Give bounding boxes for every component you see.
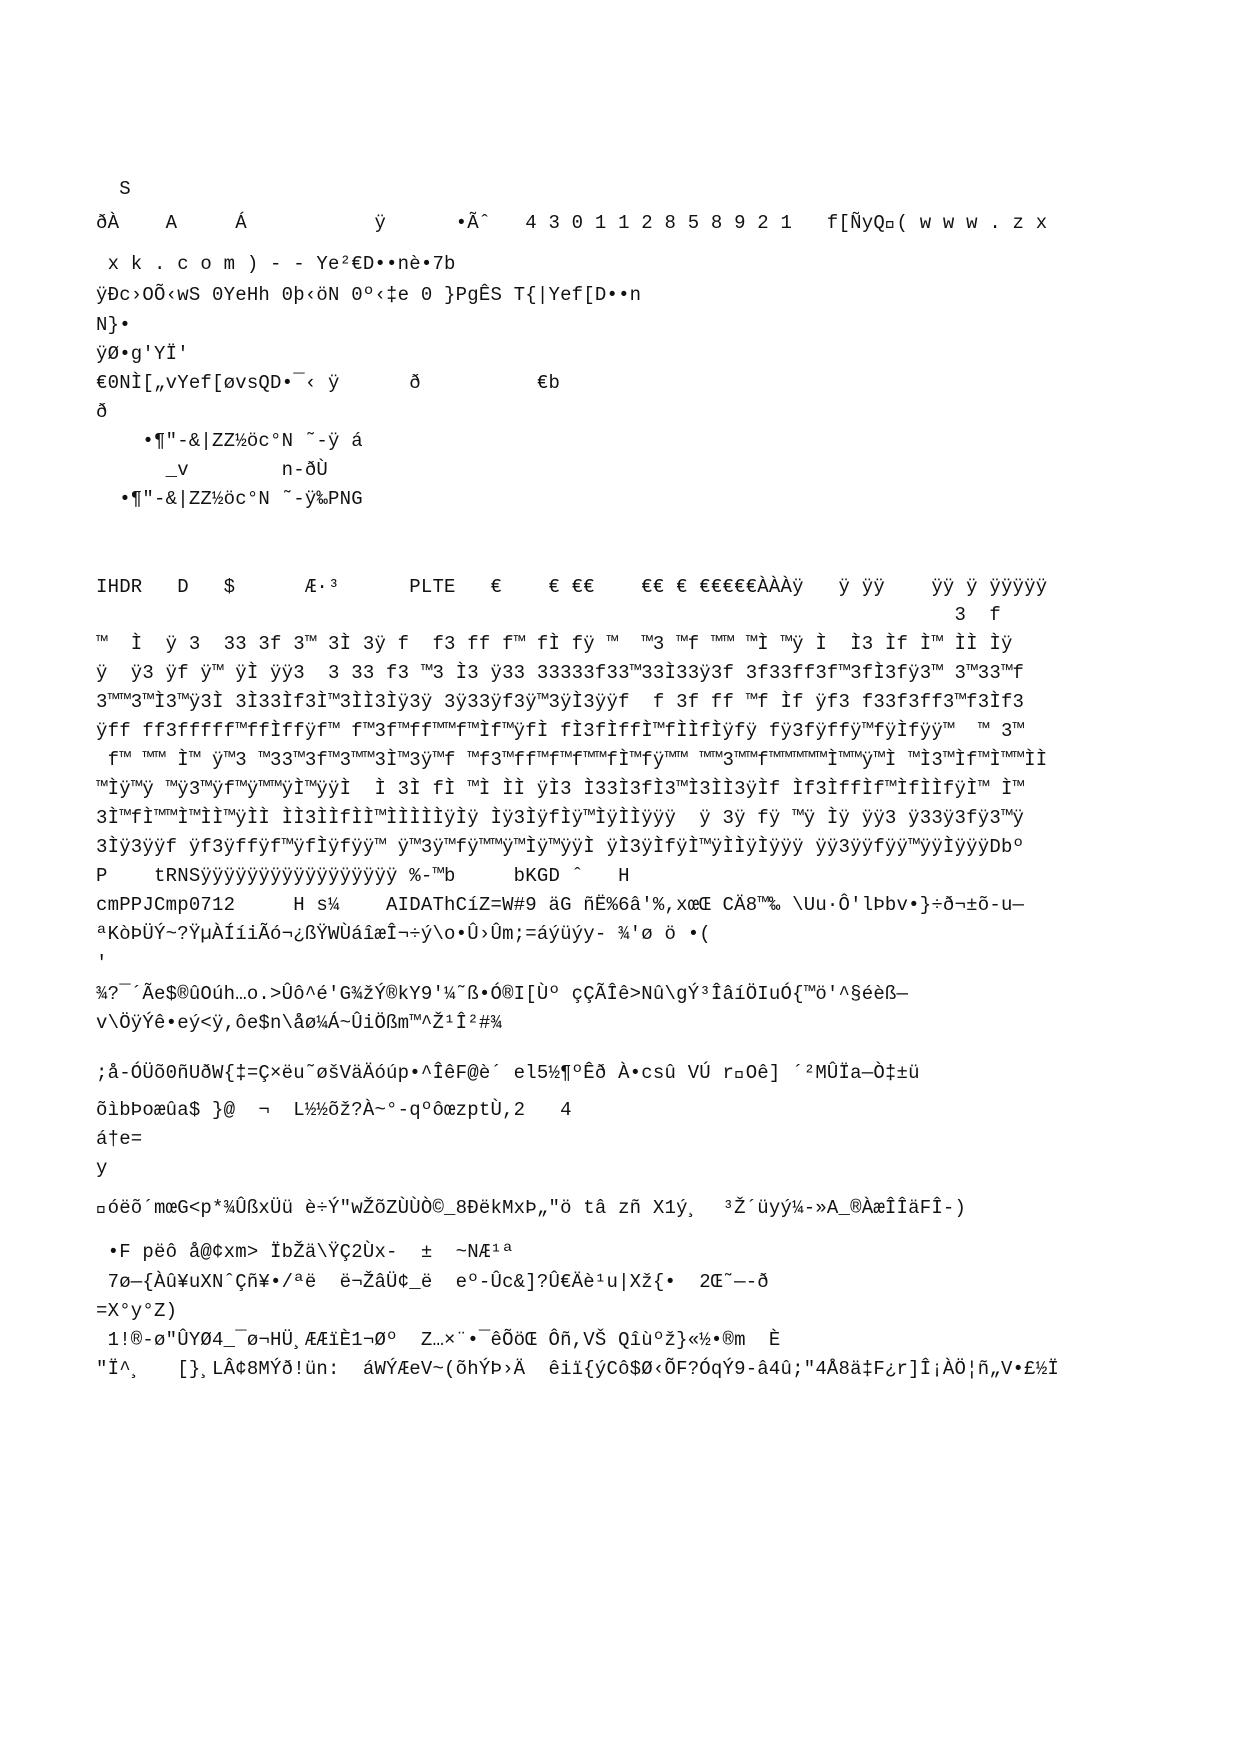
text-line: 3Ìÿ3ÿÿf ÿf3ÿffÿf™ÿfÌÿfÿÿ™ ÿ™3ÿ™fÿ™™ÿ™Ìÿ™ÿÿÌ ÿÌ3ÿÌfÿÌ™ÿÌÌÿÌÿÿÿ ÿÿ3ÿÿfÿÿ™ÿÿÌÿÿÿDbº [96, 836, 1025, 858]
text-line: •¶"-&|ZZ½öc°N ˜-ÿ á [96, 430, 363, 452]
text-line: ÿØ•g'YÏ' [96, 343, 189, 365]
text-line: ¾?¯´Ãe$®ûOúh…o.>Ûô^é'G¾žÝ®kY9'¼˜ß•Ó®I[Ùº çÇÃÎê>Nû\gÝ³ÎâíÖIuÓ{™ö'^§éèß— [96, 983, 909, 1005]
text-line: ™Ìÿ™ÿ ™ÿ3™ÿf™ÿ™™ÿÌ™ÿÿÌ Ì 3Ì fÌ ™Ì ÌÌ ÿÌ3 Ì33Ì3fÌ3™Ì3ÌÌ3ÿÌf Ìf3ÌffÌf™ÌfÌÌfÿÌ™ Ì™ [96, 778, 1025, 800]
text-line: 3 f [96, 604, 1001, 626]
text-line: _v n-ðÙ [96, 459, 329, 481]
text-line: ÿ ÿ3 ÿf ÿ™ ÿÌ ÿÿ3 3 33 f3 ™3 Ì3 ÿ33 33333f33™33Ì33ÿ3f 3f33ff3f™3fÌ3fÿ3™ 3™33™f [96, 662, 1025, 684]
text-line: x k . c o m ) - - Ye²€D••nè•7b [96, 253, 456, 275]
text-line: ™ Ì ÿ 3 33 3f 3™ 3Ì 3ÿ f f3 ff f™ fÌ fÿ ™ ™3 ™f ™™ ™Ì ™ÿ Ì Ì3 Ìf Ì™ ÌÌ Ìÿ [96, 633, 1013, 655]
text-line: =X°y°Z) [96, 1300, 178, 1322]
text-line: S [96, 178, 131, 200]
text-line: ðÀ A Á ÿ •Ãˆ 4 3 0 1 1 2 8 5 8 9 2 1 f[ÑyQ ( w w w . z x [96, 212, 1048, 234]
text-line: ' [96, 952, 108, 974]
text-line: ÿff ff3fffff™ffÌffÿf™ f™3f™ff™™f™Ìf™ÿfÌ fÌ3fÌffÌ™fÌÌfÌÿfÿ fÿ3fÿffÿ™fÿÌfÿÿ™ ™ 3™ [96, 720, 1025, 742]
text-line: P tRNSÿÿÿÿÿÿÿÿÿÿÿÿÿÿÿÿÿ %-™b bKGD ˆ H [96, 865, 630, 887]
text-line: cmPPJCmp0712 H s¼ AIDAThCíZ=W#9 äG ñË%6â'%,xœŒ CÄ8™‰ \Uu·Ô'lÞbv•}÷ð¬±õ-u— [96, 894, 1025, 916]
text-line: 7ø—{Àû¥uXNˆÇñ¥•/ªë ë¬ŽâÜ¢_ë eº-Ûc&]?Û€Äè¹u|Xž{• 2Œ˜—-ð [96, 1271, 769, 1293]
text-line: N}• [96, 314, 131, 336]
text-line: á†e= [96, 1128, 143, 1150]
text-line: y [96, 1157, 108, 1179]
text-line: ;å-ÓÜõ0ñUðW{‡=Ç×ëu˜øšVäÄóúp•^ÎêF@è´ el5½¶ºÊð À•csû VÚ r Oê] ´²MÛÏa—Ò‡±ü [96, 1062, 920, 1084]
text-line:  óëõ´mœG<p*¾ÛßxÜü è÷Ý"wŽõZÙÙÒ©_8ÐëkMxÞ„"ö tâ zñ X1ý¸ ³Ž´üyý¼-»A_®ÀæÎÎäFÎ-) [96, 1197, 967, 1219]
text-line: €0NÌ[„vYef[øvsQD•¯‹ ÿ ð €b [96, 372, 561, 394]
text-line: 1!®-ø"ÛYØ4_¯ø¬HÜ¸ÆÆïÈ1¬Øº Z…×¨•¯êÕöŒ Ôñ,VŠ Qîùºž}«½•®m È [96, 1329, 781, 1351]
text-line: ÿÐc›OÕ‹wS 0YeHh 0þ‹öN 0º‹‡e 0 }PgÊS T{|Yef[D••n [96, 284, 642, 306]
text-line: 3Ì™fÌ™™Ì™ÌÌ™ÿÌÌ ÌÌ3ÌÌfÌÌ™ÌÌÌÌÌÿÌÿ Ìÿ3ÌÿfÌÿ™ÌÿÌÌÿÿÿ ÿ 3ÿ fÿ ™ÿ Ìÿ ÿÿ3 ÿ33ÿ3fÿ3™ÿ [96, 807, 1025, 829]
text-line: õìbÞoæûa$ }@ ¬ L½½õž?À~°-qºôœzptÙ,2 4 [96, 1099, 572, 1121]
text-line: •¶"-&|ZZ½öc°N ˜-ÿ‰PNG [96, 488, 363, 510]
text-line: ð [96, 401, 108, 423]
text-line: IHDR D $ Æ·³ PLTE € € €€ €€ € €€€€€ÀÀÀÿ ÿ ÿÿ ÿÿ ÿ ÿÿÿÿÿ [96, 576, 1048, 598]
text-line: •F pëô å@¢xm> ÏbŽä\ŸÇ2Ùx- ± ~NÆ¹ª [96, 1241, 514, 1263]
text-line: v\ÖÿÝê•eý<ÿ,ôe$n\åø¼Á~ÛiÖßm™^Ž¹Î²#¾ [96, 1012, 503, 1034]
text-line: f™ ™™ Ì™ ÿ™3 ™33™3f™3™™3Ì™3ÿ™f ™f3™ff™f™f™™fÌ™fÿ™™ ™™3™™f™™™™™Ì™™ÿ™Ì ™Ì3™Ìf™Ì™™ÌÌ [96, 749, 1048, 771]
text-line: 3™™3™Ì3™ÿ3Ì 3Ì33Ìf3Ì™3ÌÌ3Ìÿ3ÿ 3ÿ33ÿf3ÿ™3ÿÌ3ÿÿf f 3f ff ™f Ìf ÿf3 f33f3ff3™f3Ìf3 [96, 691, 1025, 713]
text-line: "Ï^¸ [}¸LÂ¢8MÝð!ün: áWÝÆeV~(õhÝÞ›Ä êiï{ýCô$Ø‹ÕF?ÓqÝ9-â4û;"4Å8ä‡F¿r]Î¡ÀÖ¦ñ„V•£½Ï [96, 1358, 1059, 1380]
text-line: ªKòÞÜÝ~?ŸµÀÍíiÃó¬¿ßŸWÙáîæÎ¬÷ý\o•Û›Ûm;=áýüýy- ¾'ø ö •( [96, 923, 711, 945]
